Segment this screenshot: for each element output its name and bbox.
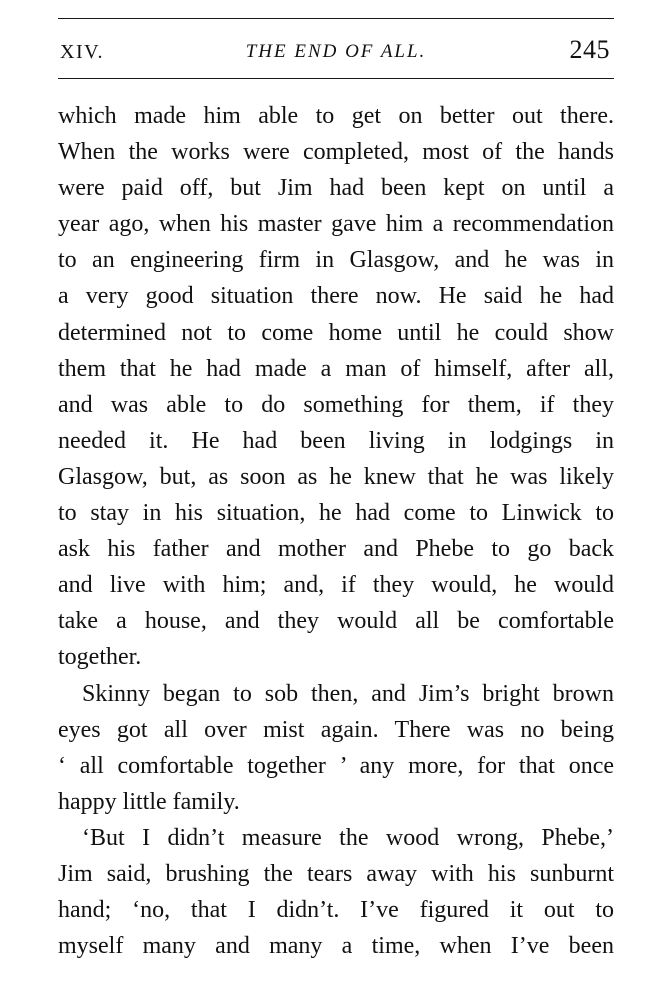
- text-line: ‘But I didn’t measure the wood wrong, Phebe,’: [82, 824, 614, 851]
- text-line: and was able to do something for them, if they: [58, 391, 614, 418]
- text-line: Jim said, brushing the tears away with his sunburnt: [58, 860, 614, 887]
- text-line: together.: [58, 644, 142, 671]
- text-line: hand; ‘no, that I didn’t. I’ve figured it out to: [58, 897, 614, 924]
- chapter-number: XIV.: [60, 41, 104, 63]
- text-line: needed it. He had been living in lodgings in: [58, 427, 614, 454]
- text-line: to an engineering firm in Glasgow, and he was in: [58, 247, 614, 274]
- text-line: determined not to come home until he could show: [58, 319, 614, 346]
- text-line: ask his father and mother and Phebe to go back: [58, 536, 614, 563]
- running-head: [60, 35, 612, 69]
- text-line: a very good situation there now. He said he had: [58, 283, 614, 310]
- text-line: and live with him; and, if they would, he would: [58, 572, 614, 599]
- text-line: take a house, and they would all be comfortable: [58, 608, 614, 635]
- text-line: happy little family.: [58, 788, 240, 815]
- text-line: year ago, when his master gave him a recommendation: [58, 211, 614, 238]
- body-text: [58, 98, 614, 964]
- chapter-title: THE END OF ALL.: [245, 41, 427, 62]
- text-line: Glasgow, but, as soon as he knew that he was likely: [58, 463, 614, 490]
- text-line: to stay in his situation, he had come to Linwick to: [58, 500, 614, 527]
- text-line: them that he had made a man of himself, after all,: [58, 355, 614, 382]
- text-line: were paid off, but Jim had been kept on until a: [58, 175, 614, 202]
- header-rule: [58, 78, 614, 79]
- text-line: When the works were completed, most of the hands: [58, 139, 614, 166]
- page-number: 245: [569, 35, 610, 64]
- text-line: myself many and many a time, when I’ve been: [58, 933, 614, 960]
- text-line: which made him able to get on better out there.: [58, 103, 614, 129]
- text-line: Skinny began to sob then, and Jim’s bright brown: [82, 680, 614, 707]
- text-line: eyes got all over mist again. There was no being: [58, 716, 614, 743]
- top-rule: [58, 18, 614, 19]
- text-line: ‘ all comfortable together ’ any more, for that once: [58, 752, 614, 779]
